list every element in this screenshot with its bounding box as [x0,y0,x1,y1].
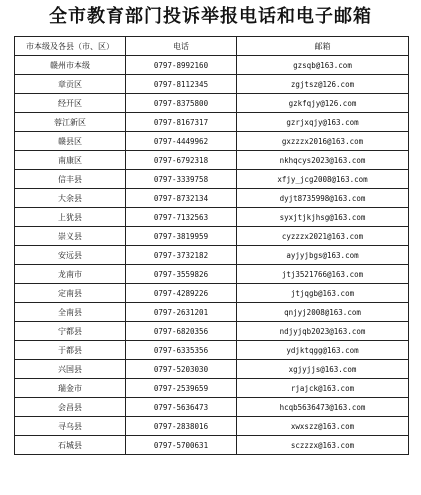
area-cell: 定南县 [15,284,126,303]
table-row [15,75,409,94]
phone-cell: 0797-5203030 [126,360,237,379]
phone-cell: 0797-6792318 [126,151,237,170]
phone-cell: 0797-6820356 [126,322,237,341]
area-cell: 赣州市本级 [15,56,126,75]
phone-cell: 0797-2838016 [126,417,237,436]
table-row [15,227,409,246]
email-cell: jtj3521766@163.com [237,265,409,284]
area-cell: 兴国县 [15,360,126,379]
phone-cell: 0797-5700631 [126,436,237,455]
table-row [15,132,409,151]
area-cell: 安远县 [15,246,126,265]
area-cell: 龙南市 [15,265,126,284]
email-cell: ydjktqgg@163.com [237,341,409,360]
area-cell: 信丰县 [15,170,126,189]
phone-cell: 0797-7132563 [126,208,237,227]
table-row [15,417,409,436]
header-area: 市本级及各县（市、区） [15,37,126,56]
email-cell: gzrjxqjy@163.com [237,113,409,132]
header-phone: 电话 [126,37,237,56]
header-email: 邮箱 [237,37,409,56]
phone-cell: 0797-2631201 [126,303,237,322]
phone-cell: 0797-8732134 [126,189,237,208]
area-cell: 寻乌县 [15,417,126,436]
table-row [15,322,409,341]
phone-cell: 0797-2539659 [126,379,237,398]
area-cell: 经开区 [15,94,126,113]
phone-cell: 0797-5636473 [126,398,237,417]
area-cell: 瑞金市 [15,379,126,398]
table-row [15,189,409,208]
contact-table [14,36,409,455]
email-cell: cyzzzx2021@163.com [237,227,409,246]
email-cell: gzsqb@163.com [237,56,409,75]
area-cell: 蓉江新区 [15,113,126,132]
phone-cell: 0797-8112345 [126,75,237,94]
table-row [15,170,409,189]
email-cell: syxjtjkjhsg@163.com [237,208,409,227]
table-row [15,265,409,284]
table-header-row [15,37,409,56]
area-cell: 赣县区 [15,132,126,151]
email-cell: xwxszz@163.com [237,417,409,436]
phone-cell: 0797-8992160 [126,56,237,75]
table-row [15,398,409,417]
area-cell: 崇义县 [15,227,126,246]
phone-cell: 0797-3339758 [126,170,237,189]
phone-cell: 0797-3559826 [126,265,237,284]
email-cell: xfjy_jcg2008@163.com [237,170,409,189]
table-row [15,113,409,132]
area-cell: 大余县 [15,189,126,208]
email-cell: qnjyj2008@163.com [237,303,409,322]
phone-cell: 0797-8167317 [126,113,237,132]
area-cell: 章贡区 [15,75,126,94]
table-row [15,379,409,398]
email-cell: ayjyjbgs@163.com [237,246,409,265]
table-row [15,436,409,455]
area-cell: 上犹县 [15,208,126,227]
page-title: 全市教育部门投诉举报电话和电子邮箱 [49,6,372,27]
phone-cell: 0797-3732182 [126,246,237,265]
phone-cell: 0797-4289226 [126,284,237,303]
email-cell: dyjt8735998@163.com [237,189,409,208]
area-cell: 南康区 [15,151,126,170]
email-cell: gzkfqjy@126.com [237,94,409,113]
email-cell: zgjtsz@126.com [237,75,409,94]
email-cell: xgjyjjs@163.com [237,360,409,379]
table-row [15,94,409,113]
table-row [15,341,409,360]
area-cell: 于都县 [15,341,126,360]
phone-cell: 0797-4449962 [126,132,237,151]
email-cell: hcqb5636473@163.com [237,398,409,417]
area-cell: 全南县 [15,303,126,322]
email-cell: nkhqcys2023@163.com [237,151,409,170]
area-cell: 宁都县 [15,322,126,341]
phone-cell: 0797-6335356 [126,341,237,360]
table-row [15,56,409,75]
table-row [15,360,409,379]
area-cell: 石城县 [15,436,126,455]
table-row [15,246,409,265]
email-cell: gxzzzx2016@163.com [237,132,409,151]
email-cell: ndjyjqb2023@163.com [237,322,409,341]
email-cell: sczzzx@163.com [237,436,409,455]
email-cell: jtjqgb@163.com [237,284,409,303]
table-row [15,284,409,303]
table-row [15,151,409,170]
phone-cell: 0797-8375800 [126,94,237,113]
table-row [15,208,409,227]
area-cell: 会昌县 [15,398,126,417]
email-cell: rjajck@163.com [237,379,409,398]
phone-cell: 0797-3819959 [126,227,237,246]
table-row [15,303,409,322]
